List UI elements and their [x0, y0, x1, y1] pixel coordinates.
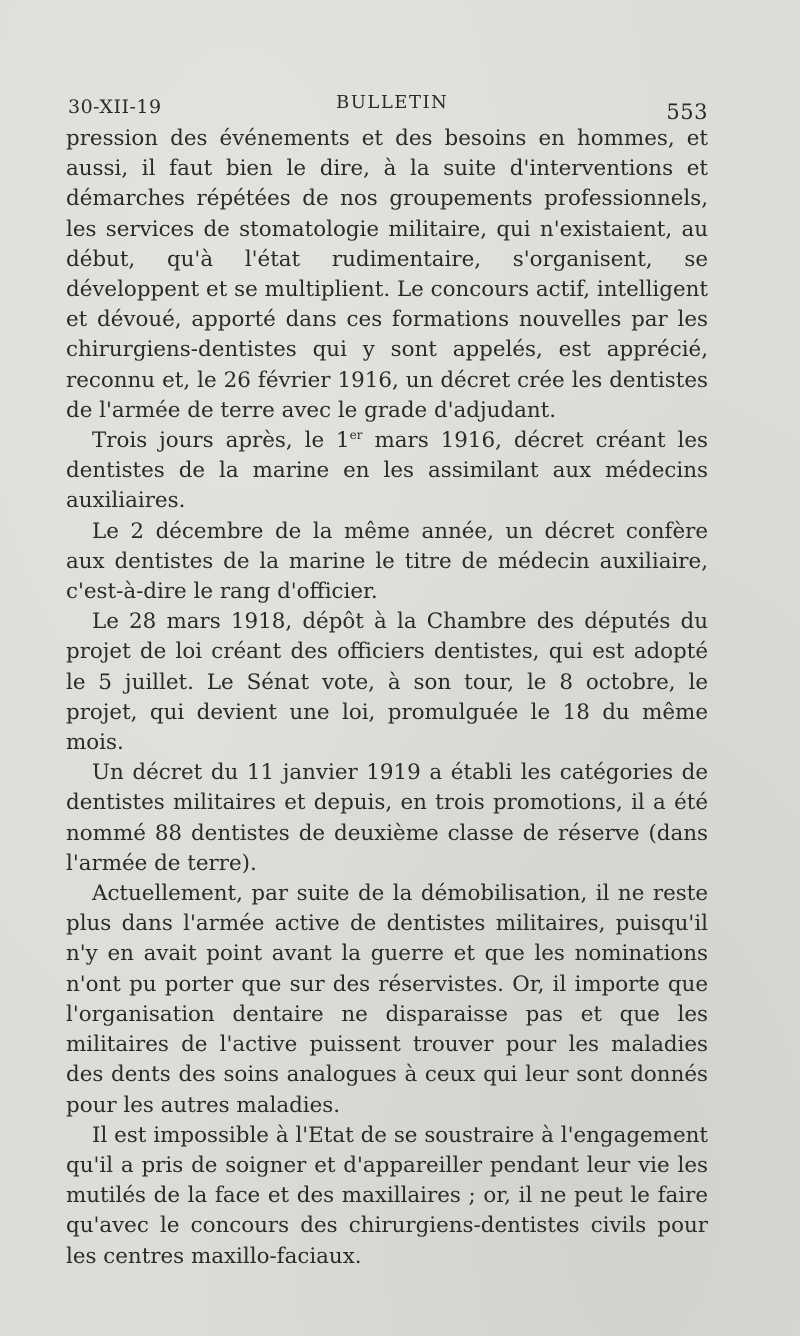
paragraph-chamber-deposit: Le 28 mars 1918, dépôt à la Chambre des députés du projet de loi créant des officiers dentistes, qui est adopté le 5 juillet. Le Sénat vote, à son tour, le 8 octobre, le projet, qui devient une loi, promulguée le 18 du même mois. — [66, 609, 708, 756]
paragraph-state-engagement: Il est impossible à l'Etat de se soustraire à l'engagement qu'il a pris de soigner et d'appareiller pendant leur vie les mutilés de la face et des maxillaires ; or, il ne peut le faire qu'avec le concours des chirurgiens-dentistes civils pour les centres maxillo-faciaux. — [66, 1122, 708, 1269]
paragraph-text-end: mars 1916, décret créant les dentistes de la marine en les assimilant aux médecins auxiliaires. — [66, 428, 708, 514]
paragraph-marine-decree — [66, 426, 708, 517]
paragraph-december-decree: Le 2 décembre de la même année, un décret confère aux dentistes de la marine le titre de médecin auxiliaire, c'est-à-dire le rang d'officier. — [66, 518, 708, 605]
ordinal-superscript: er — [349, 428, 363, 443]
paragraph-january-decree: Un décret du 11 janvier 1919 a établi les catégories de dentistes militaires et depuis, en trois promotions, il a été nommé 88 dentistes de deuxième classe de réserve (dans l'armée de terre). — [66, 760, 708, 876]
header-date: 30-XII-19 — [68, 96, 162, 118]
header-title: BULLETIN — [336, 92, 449, 113]
paragraph-continued: pression des événements et des besoins en hommes, et aussi, il faut bien le dire, à la suite d'interventions et démarches répétées de nos groupements professionnels, les services de stomatologie militaire, qui n'existaient, au début, qu'à l'état rudimentaire, s'organisent, se développent et se multiplient. Le concours actif, intelligent et dévoué, apporté dans ces formations nouvelles par les chirurgiens-dentistes qui y sont appelés, est apprécié, reconnu et, le 26 février 1916, un décret crée les dentistes de l'armée de terre avec le grade d'adjudant. — [66, 126, 708, 423]
paragraph-text-start: Trois jours après, le 1 — [92, 428, 350, 454]
paragraph-demobilisation: Actuellement, par suite de la démobilisation, il ne reste plus dans l'armée active de dentistes militaires, puisqu'il n'y en avait point avant la guerre et que les nominations n'ont pu porter que sur des réservistes. Or, il importe que l'organisation dentaire ne disparaisse pas et que les militaires de l'active puissent trouver pour les maladies des dents des soins analogues à ceux qui leur sont donnés pour les autres maladies. — [66, 881, 708, 1118]
body-text — [66, 124, 708, 1272]
page-number: 553 — [666, 100, 708, 124]
running-header — [68, 92, 708, 122]
